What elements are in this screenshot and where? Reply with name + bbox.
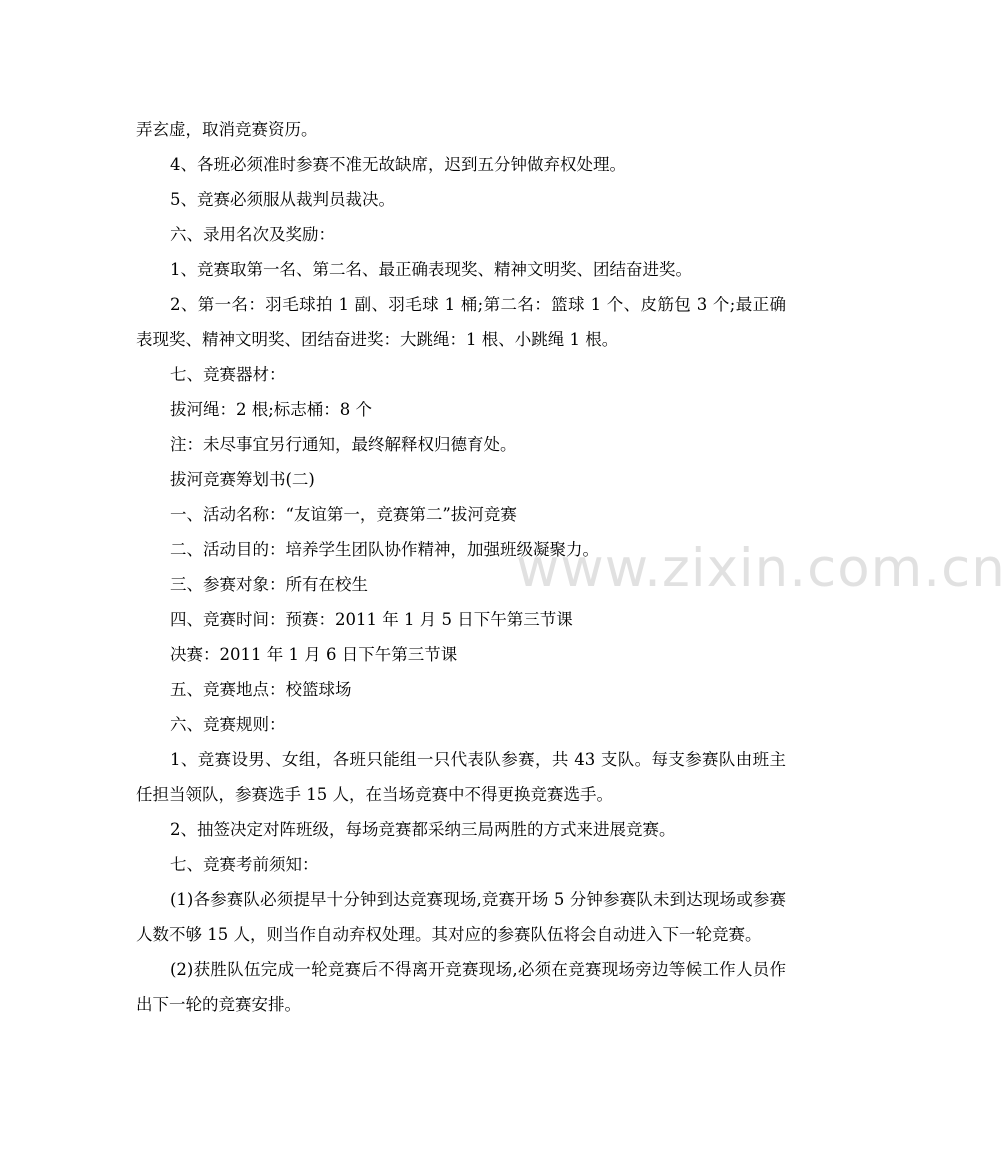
paragraph-equipment: 拔河绳：2 根;标志桶：8 个 [170,400,373,419]
paragraph-rule-4: 4、各班必须准时参赛不准无故缺席，迟到五分钟做弃权处理。 [170,155,626,174]
paragraph-activity-name: 一、活动名称：“友谊第一，竞赛第二”拔河竞赛 [170,505,517,524]
heading-rules: 六、竞赛规则： [170,715,286,734]
paragraph-award-list: 1、竞赛取第一名、第二名、最正确表现奖、精神文明奖、团结奋进奖。 [170,260,692,279]
paragraph-participants: 三、参赛对象：所有在校生 [170,575,368,594]
paragraph-preliminary-time: 四、竞赛时间：预赛：2011 年 1 月 5 日下午第三节课 [170,610,573,629]
paragraph-notice-2: (2)获胜队伍完成一轮竞赛后不得离开竞赛现场,必须在竞赛现场旁边等候工作人员作出下一轮的竞赛安排。 [136,960,786,1014]
paragraph-rule-teams: 1、竞赛设男、女组，各班只能组一只代表队参赛，共 43 支队。每支参赛队由班主任担当领队，参赛选手 15 人，在当场竞赛中不得更换竞赛选手。 [136,750,786,804]
paragraph-continuation: 弄玄虚，取消竞赛资历。 [136,120,318,139]
heading-notices: 七、竞赛考前须知： [170,855,319,874]
paragraph-rule-draw: 2、抽签决定对阵班级，每场竞赛都采纳三局两胜的方式来进展竞赛。 [170,820,676,839]
paragraph-rule-5: 5、竞赛必须服从裁判员裁决。 [170,190,395,209]
document-body [136,112,786,1022]
paragraph-note: 注：未尽事宜另行通知，最终解释权归德育处。 [170,435,517,454]
paragraph-notice-1: (1)各参赛队必须提早十分钟到达竞赛现场,竞赛开场 5 分钟参赛队未到达现场或参赛人数不够 15 人，则当作自动弃权处理。其对应的参赛队伍将会自动进入下一轮竞赛。 [136,890,786,944]
paragraph-activity-purpose: 二、活动目的：培养学生团队协作精神，加强班级凝聚力。 [170,540,599,559]
heading-awards: 六、录用名次及奖励： [170,225,335,244]
watermark: www.zixin.com.cn [516,538,1006,599]
section-title-plan-two: 拔河竞赛筹划书(二) [170,470,315,489]
paragraph-venue: 五、竞赛地点：校篮球场 [170,680,352,699]
paragraph-final-time: 决赛：2011 年 1 月 6 日下午第三节课 [170,645,458,664]
heading-equipment: 七、竞赛器材： [170,365,286,384]
paragraph-award-prizes: 2、第一名：羽毛球拍 1 副、羽毛球 1 桶;第二名：篮球 1 个、皮筋包 3 个;最正确表现奖、精神文明奖、团结奋进奖：大跳绳：1 根、小跳绳 1 根。 [136,295,786,349]
